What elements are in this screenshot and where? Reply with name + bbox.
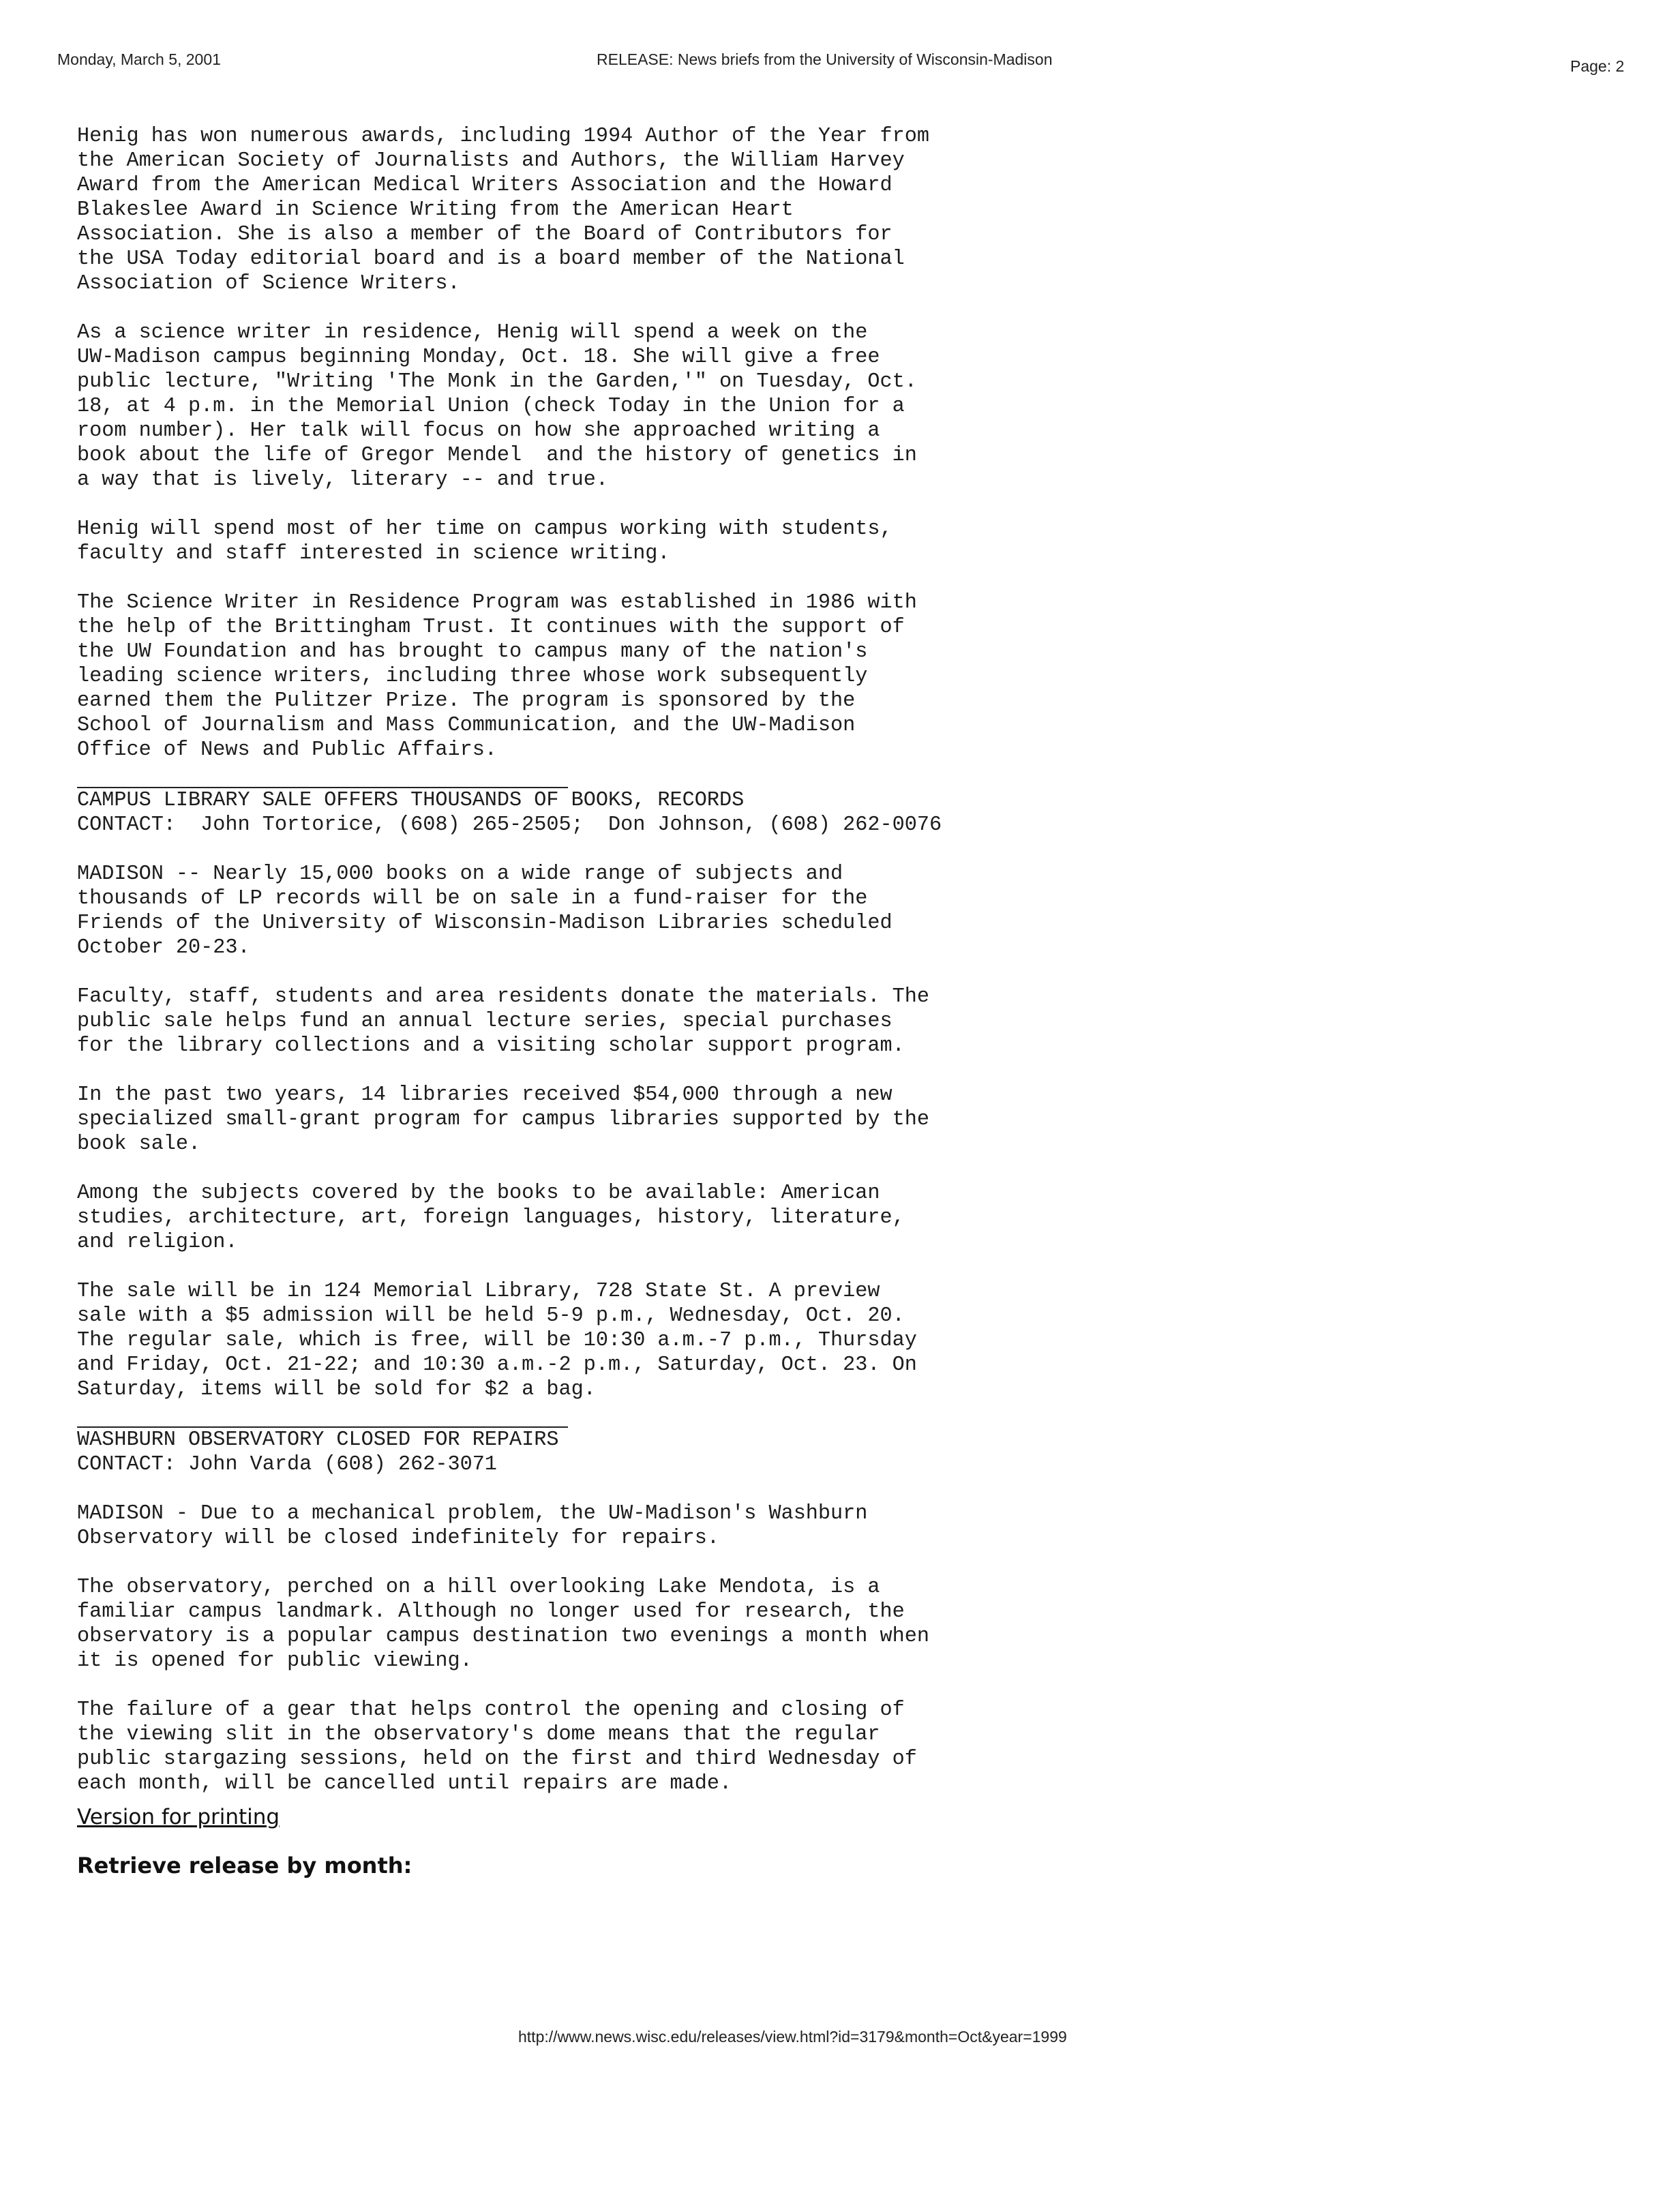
- story-paragraph: Faculty, staff, students and area residents donate the materials. The public sale helps fund an annual lecture series, special purchases for the library collections and a visiting scholar support program.: [77, 985, 929, 1058]
- retrieve-by-month-heading: Retrieve release by month:: [77, 1853, 412, 1878]
- story-paragraph: The sale will be in 124 Memorial Library, 728 State St. A preview sale with a $5 admission will be held 5-9 p.m., Wednesday, Oct. 20. The regular sale, which is free, will be 10:30 a.m.-7 p.m., Thursday and Friday, Oct. 21-22; and 10:30 a.m.-2 p.m., Saturday, Oct. 23. On Saturday, items will be sold for $2 a bag.: [77, 1280, 917, 1401]
- story-paragraph: Among the subjects covered by the books to be available: American studies, architecture, art, foreign languages, history, literature, and religion.: [77, 1182, 905, 1254]
- story-headline: CAMPUS LIBRARY SALE OFFERS THOUSANDS OF BOOKS, RECORDS: [77, 789, 745, 812]
- story-paragraph: The Science Writer in Residence Program was established in 1986 with the help of the Brittingham Trust. It continues with the support of the UW Foundation and has brought to campus many of the nation's leading science writers, including three whose work subsequently earned them the Pulitzer Prize. The program is sponsored by the School of Journalism and Mass Communication, and the UW-Madison Office of News and Public Affairs.: [77, 591, 917, 762]
- story-headline: WASHBURN OBSERVATORY CLOSED FOR REPAIRS: [77, 1428, 559, 1452]
- story-contact: CONTACT: John Tortorice, (608) 265-2505; Don Johnson, (608) 262-0076: [77, 813, 942, 837]
- story-library-sale: [77, 788, 1059, 1402]
- story-paragraph: MADISON -- Nearly 15,000 books on a wide range of subjects and thousands of LP records will be on sale in a fund-raiser for the Friends of the University of Wisconsin-Madison Libraries scheduled October 20-23.: [77, 863, 892, 959]
- story-paragraph: Henig has won numerous awards, including 1994 Author of the Year from the American Society of Journalists and Authors, the William Harvey Award from the American Medical Writers Association and the Howard Blakeslee Award in Science Writing from the American Heart Association. She is also a member of the Board of Contributors for the USA Today editorial board and is a board member of the National Association of Science Writers.: [77, 125, 929, 295]
- story-contact: CONTACT: John Varda (608) 262-3071: [77, 1453, 497, 1476]
- footer-url: http://www.news.wisc.edu/releases/view.html?id=3179&month=Oct&year=1999: [518, 2028, 1067, 2046]
- print-date: Monday, March 5, 2001: [57, 50, 221, 68]
- story-paragraph: As a science writer in residence, Henig will spend a week on the UW-Madison campus beginning Monday, Oct. 18. She will give a free public lecture, "Writing 'The Monk in the Garden,'" on Tuesday, Oct. 18, at 4 p.m. in the Memorial Union (check Today in the Union for a room number). Her talk will focus on how she approached writing a book about the life of Gregor Mendel and the history of genetics in a way that is lively, literary -- and true.: [77, 321, 917, 492]
- story-paragraph: The failure of a gear that helps control the opening and closing of the viewing slit in the observatory's dome means that the regular public stargazing sessions, held on the first and third Wednesday of each month, will be cancelled until repairs are made.: [77, 1698, 917, 1795]
- story-paragraph: In the past two years, 14 libraries received $54,000 through a new specialized small-grant program for campus libraries supported by the book sale.: [77, 1083, 929, 1156]
- page-number: Page: 2: [1570, 57, 1625, 75]
- story-paragraph: MADISON - Due to a mechanical problem, the UW-Madison's Washburn Observatory will be closed indefinitely for repairs.: [77, 1502, 868, 1550]
- version-for-printing-link[interactable]: Version for printing: [77, 1805, 280, 1829]
- story-paragraph: The observatory, perched on a hill overlooking Lake Mendota, is a familiar campus landmark. Although no longer used for research, the observatory is a popular campus destination two evenings a month when it is opened for public viewing.: [77, 1576, 929, 1673]
- story-paragraph: Henig will spend most of her time on campus working with students, faculty and staff interested in science writing.: [77, 518, 892, 565]
- story-science-writer: [77, 124, 1059, 762]
- release-title: RELEASE: News briefs from the University of Wisconsin-Madison: [597, 50, 1053, 68]
- story-observatory: [77, 1428, 1059, 1796]
- release-body: [77, 124, 1059, 1878]
